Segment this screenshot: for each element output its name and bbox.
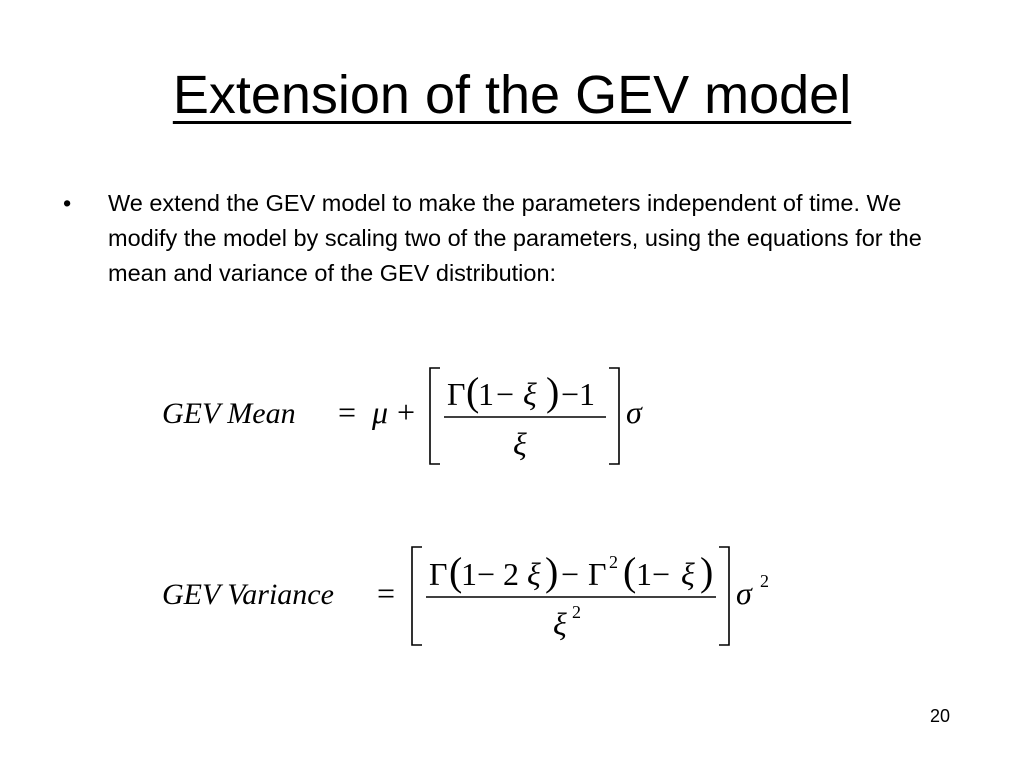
variance-open-paren-2: ( [623, 549, 637, 594]
variance-xi: ξ [527, 556, 541, 592]
variance-sigma-exponent: 2 [760, 571, 769, 591]
mean-minus: − [496, 376, 515, 412]
variance-close-paren-2: ) [700, 549, 714, 594]
mean-lhs: GEV Mean [162, 397, 296, 430]
variance-lhs: GEV Variance [162, 578, 334, 611]
mean-open-paren: ( [466, 369, 480, 414]
bullet-marker: • [63, 190, 72, 216]
variance-open-paren: ( [449, 549, 463, 594]
variance-one-minus: 1− [636, 556, 671, 592]
variance-left-bracket [412, 547, 422, 645]
variance-xi-2: ξ [681, 556, 695, 592]
variance-right-bracket [719, 547, 729, 645]
bullet-text: We extend the GEV model to make the parameters independent of time. We modify the model by scaling two of the parameters, using the equations for the mean and variance of the GEV distribution: [108, 190, 922, 286]
variance-one-minus-two: 1− 2 [461, 556, 520, 592]
variance-denominator-exponent: 2 [572, 602, 581, 622]
slide-title: Extension of the GEV model [172, 65, 852, 125]
variance-gamma-exponent: 2 [609, 552, 618, 572]
variance-close-paren: ) [545, 549, 559, 594]
variance-minus: − [561, 556, 580, 592]
mean-one: 1 [478, 376, 494, 412]
variance-sigma: σ [736, 575, 752, 611]
variance-equals: = [377, 575, 396, 611]
mean-minus-one: −1 [561, 376, 596, 412]
mean-denominator: ξ [513, 426, 527, 462]
slide-number: 20 [930, 706, 951, 726]
mean-sigma: σ [626, 394, 642, 430]
mean-close-paren: ) [546, 369, 560, 414]
mean-plus: + [397, 394, 416, 430]
variance-gamma: Γ [429, 556, 448, 592]
mean-xi: ξ [523, 376, 537, 412]
mean-equals: = [338, 394, 357, 430]
mean-gamma: Γ [447, 376, 466, 412]
variance-denominator: ξ [553, 606, 567, 642]
variance-gamma-sq: Γ [588, 556, 607, 592]
mean-mu: μ [372, 394, 389, 430]
